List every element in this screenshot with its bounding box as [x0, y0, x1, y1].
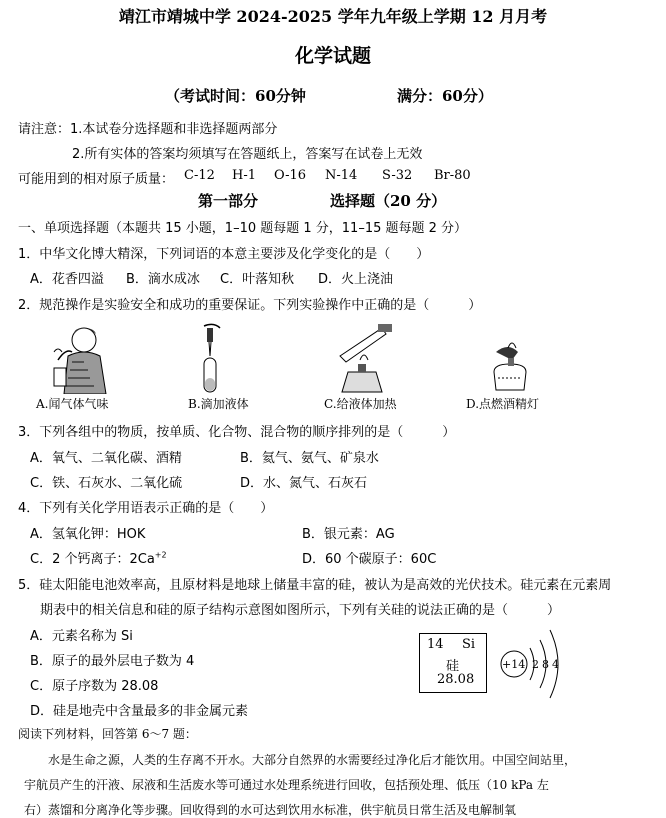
question-5-option-d: D．硅是地壳中含量最多的非金属元素 [30, 704, 249, 719]
notice-line-2: 2.所有实体的答案均须填写在答题纸上，答案写在试卷上无效 [72, 147, 423, 162]
question-1-option-c: C．叶落知秋 [220, 272, 295, 287]
atomic-mass-o: O-16 [274, 168, 307, 183]
figure-a-caption: A.闻气体气味 [36, 397, 109, 411]
figure-d-alcohol-lamp [488, 338, 534, 394]
atomic-mass-h: H-1 [232, 168, 257, 183]
part-type: 选择题（20 分） [330, 192, 447, 210]
atom-shell-1: 2 [532, 658, 539, 671]
section-heading: 一、单项选择题（本题共 15 小题，1–10 题每题 1 分，11–15 题每题 2 分） [18, 221, 468, 236]
question-5-option-b: B．原子的最外层电子数为 4 [30, 654, 195, 669]
question-4-option-a: A．氢氧化钾：HOK [30, 527, 146, 542]
question-4-option-c [30, 548, 167, 567]
reading-line-1: 水是生命之源，人类的生存离不开水。大部分自然界的水需要经过净化后才能饮用。中国空间站里， [48, 753, 577, 767]
exam-time: （考试时间：60分钟 [165, 87, 306, 105]
reading-line-3: 右）蒸馏和分离净化等步骤。回收得到的水可达到饮用水标准，供宇航员日常生活及电解制氧 [24, 803, 517, 817]
element-name: 硅 [446, 659, 460, 674]
atomic-mass-n: N-14 [325, 168, 358, 183]
figure-c-caption: C.给液体加热 [324, 397, 397, 411]
reading-line-2: 宇航员产生的汗液、尿液和生活废水等可通过水处理系统进行回收，包括预处理、低压（10 kPa 左 [24, 778, 549, 792]
figure-a-smell-gas [44, 322, 116, 394]
subject-title: 化学试题 [294, 45, 371, 67]
element-number: 14 [427, 637, 444, 652]
question-1-stem: 1．中华文化博大精深，下列词语的本意主要涉及化学变化的是（ ） [18, 247, 430, 262]
question-4-option-b: B．银元素：AG [302, 527, 395, 542]
element-symbol: Si [462, 637, 476, 652]
question-5-stem-line-1: 5．硅太阳能电池效率高，且原材料是地球上储量丰富的硅，被认为是高效的光伏技术。硅元素在元素周 [18, 578, 612, 593]
atomic-mass-label: 可能用到的相对原子质量： [18, 172, 175, 187]
exam-title: 靖江市靖城中学 2024-2025 学年九年级上学期 12 月月考 [118, 7, 548, 26]
atom-nucleus-charge: +14 [502, 658, 526, 671]
atom-shell-2: 8 [542, 658, 549, 671]
question-3-option-d: D．水、氮气、石灰石 [240, 476, 368, 491]
question-1-option-b: B．滴水成冰 [126, 272, 200, 287]
notice-line-1: 请注意：1.本试卷分选择题和非选择题两部分 [18, 122, 278, 137]
question-5-option-a: A．元素名称为 Si [30, 629, 133, 644]
part-heading: 第一部分 [198, 192, 259, 210]
element-mass: 28.08 [437, 672, 475, 687]
question-3-option-a: A．氧气、二氧化碳、酒精 [30, 451, 182, 466]
question-1-option-d: D．火上浇油 [318, 272, 394, 287]
figure-d-caption: D.点燃酒精灯 [466, 397, 540, 411]
question-5-stem-line-2: 期表中的相关信息和硅的原子结构示意图如图所示，下列有关硅的说法正确的是（ ） [40, 603, 561, 618]
question-3-option-c: C．铁、石灰水、二氧化硫 [30, 476, 183, 491]
question-4-option-d: D．60 个碳原子：60C [302, 552, 437, 567]
full-score: 满分：60分） [397, 87, 493, 105]
question-3-option-b: B．氦气、氨气、矿泉水 [240, 451, 379, 466]
calcium-ion-charge: +2 [154, 550, 167, 560]
figure-c-heating [330, 322, 400, 394]
atomic-mass-br: Br-80 [434, 168, 471, 183]
question-2-stem: 2．规范操作是实验安全和成功的重要保证。下列实验操作中正确的是（ ） [18, 298, 482, 313]
figure-b-caption: B.滴加液体 [188, 397, 249, 411]
question-3-stem: 3．下列各组中的物质，按单质、化合物、混合物的顺序排列的是（ ） [18, 425, 456, 440]
question-4-stem: 4．下列有关化学用语表示正确的是（ ） [18, 501, 274, 516]
atomic-mass-s: S-32 [382, 168, 413, 183]
atom-shell-3: 4 [552, 658, 559, 671]
figure-b-dropper [190, 322, 230, 394]
question-1-option-a: A．花香四溢 [30, 272, 104, 287]
element-card [419, 633, 487, 693]
reading-intro: 阅读下列材料，回答第 6～7 题： [18, 727, 197, 741]
question-5-option-c: C．原子序数为 28.08 [30, 679, 159, 694]
atomic-mass-c: C-12 [184, 168, 215, 183]
question-4-option-c-text: C．2 个钙离子：2Ca [30, 552, 155, 567]
